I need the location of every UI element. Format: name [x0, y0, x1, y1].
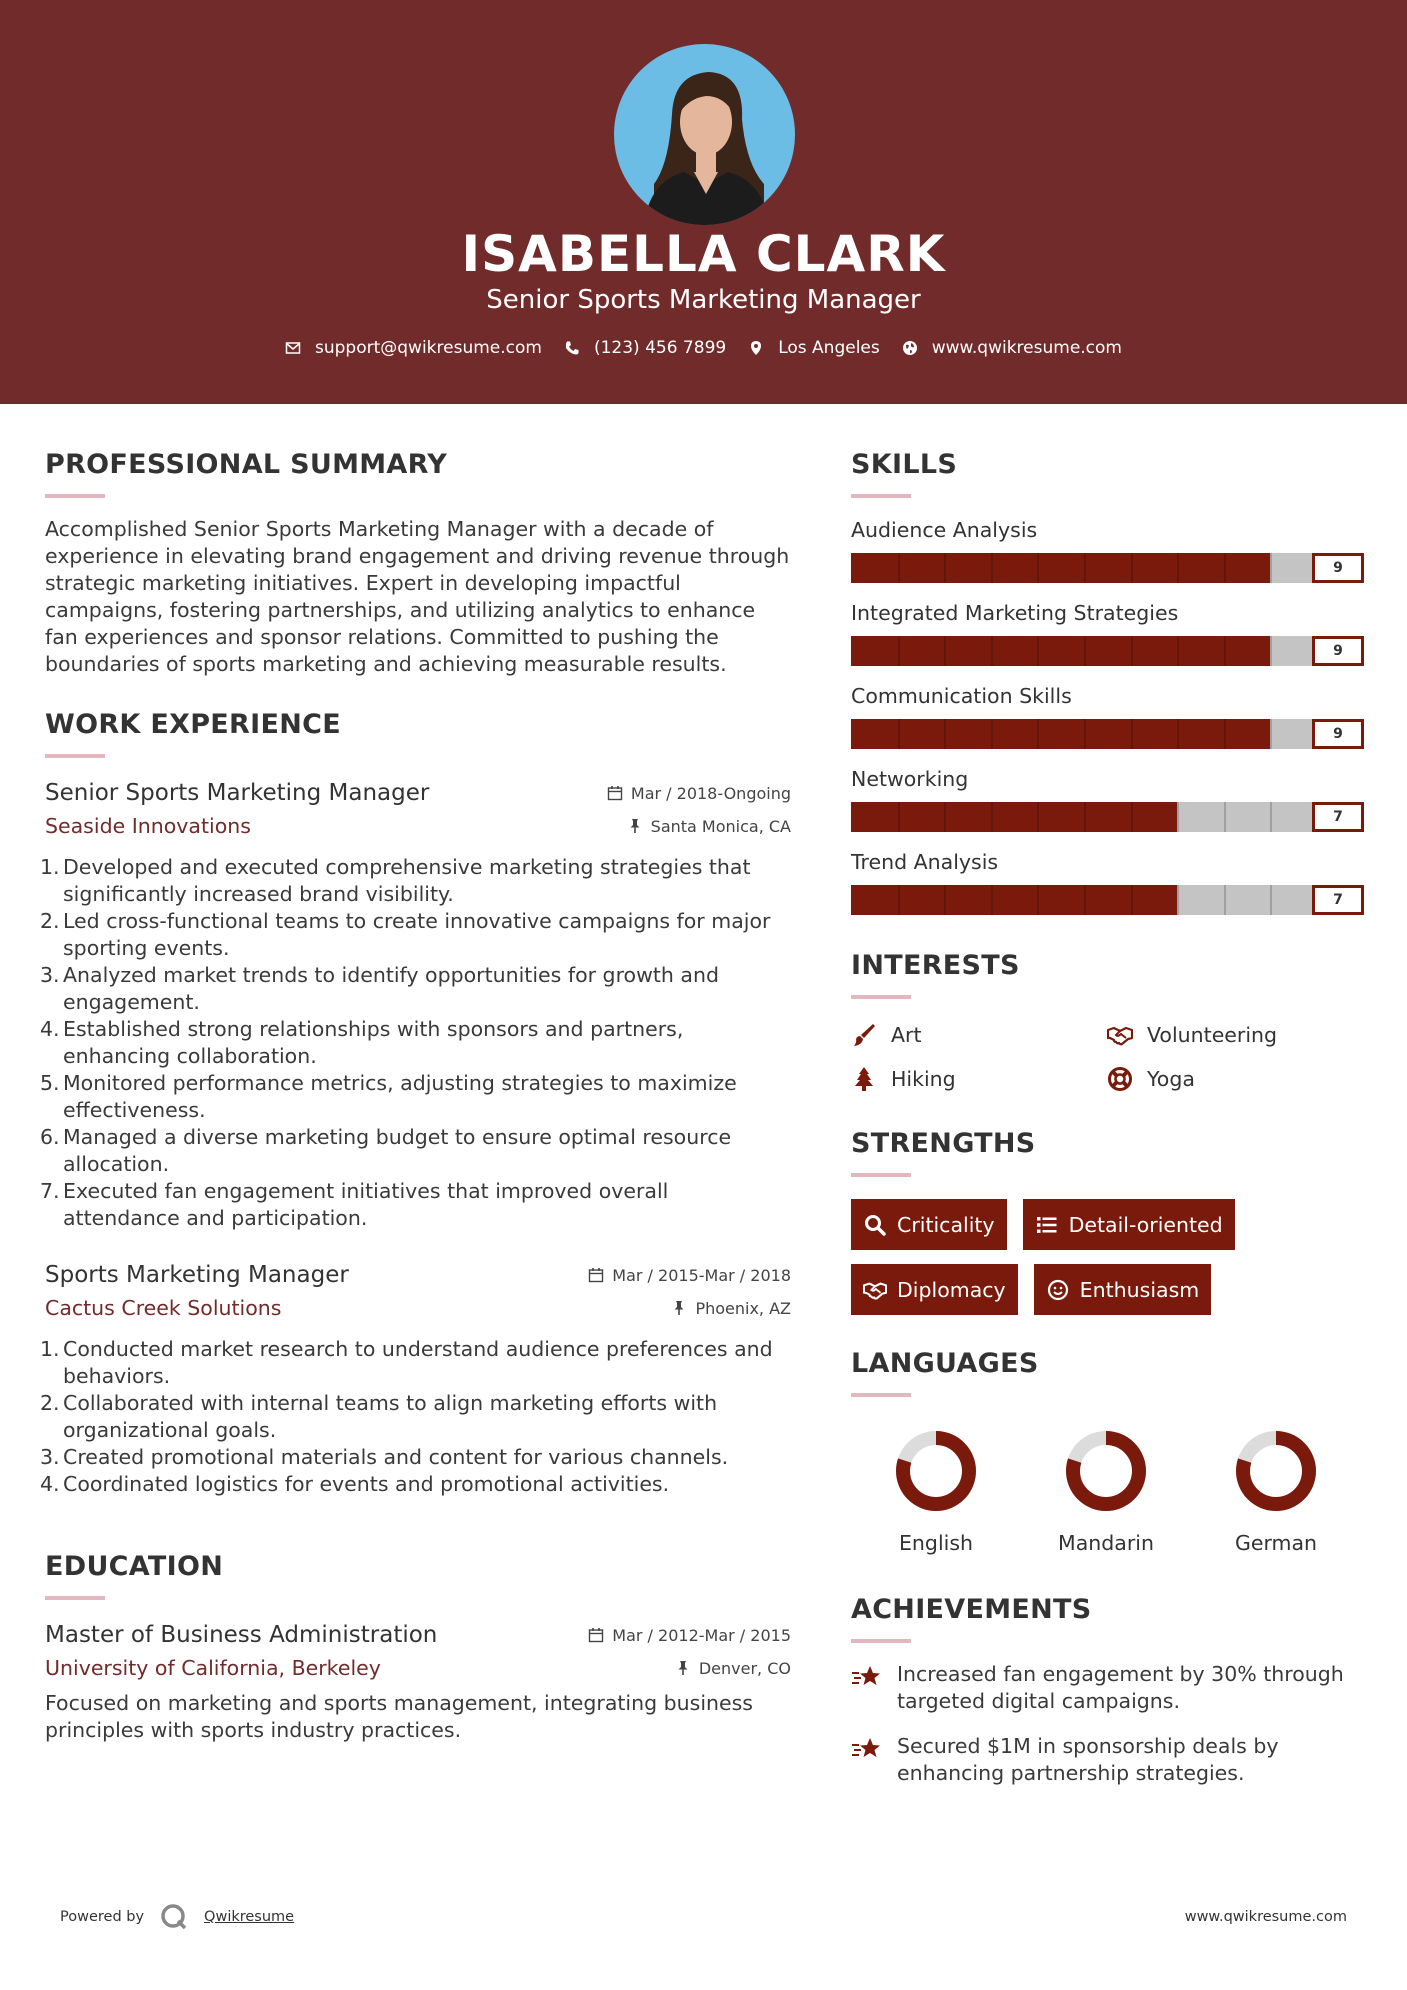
header-banner: [0, 0, 1407, 404]
skill-segment-divider: [1131, 636, 1133, 666]
contact-phone[interactable]: [564, 336, 726, 360]
left-column: [40, 448, 791, 1744]
calendar-icon: [588, 1267, 604, 1283]
skills-list: [851, 516, 1371, 915]
skill-name: Audience Analysis: [851, 518, 1038, 542]
interest-hiking: Hiking: [851, 1065, 1107, 1093]
list-item: 1. Conducted market research to understand audience preferences and behaviors.: [40, 1337, 773, 1388]
skill-segment-divider: [1270, 553, 1272, 583]
skill-segment-divider: [1177, 719, 1179, 749]
skill-segment-divider: [898, 636, 900, 666]
skill-level-badge: 7: [1312, 802, 1364, 832]
skill-track: [851, 802, 1317, 832]
skills-heading: SKILLS: [851, 449, 958, 480]
education-location: [675, 1659, 791, 1678]
heading-underline: [45, 754, 105, 758]
skill-segment-divider: [944, 636, 946, 666]
skill-name: Communication Skills: [851, 684, 1072, 708]
list-item: 6. Managed a diverse marketing budget to ensure optimal resource allocation.: [40, 1125, 732, 1176]
lifebuoy-icon: [1107, 1066, 1133, 1092]
skill-segment-divider: [1270, 802, 1272, 832]
heading-underline: [45, 1596, 105, 1600]
job-date-text: Mar / 2015-Mar / 2018: [612, 1265, 791, 1285]
skill-segment-divider: [1177, 636, 1179, 666]
strength-tag: Detail-oriented: [1023, 1199, 1235, 1250]
achievements-heading: ACHIEVEMENTS: [851, 1594, 1092, 1625]
skill-item: [851, 516, 1371, 583]
strength-tag: Diplomacy: [851, 1264, 1018, 1315]
skill-meter: [851, 885, 1371, 915]
star-trophy-icon: [851, 1733, 883, 1787]
skill-segment-divider: [1084, 802, 1086, 832]
strength-tag: Criticality: [851, 1199, 1007, 1250]
skill-name: Integrated Marketing Strategies: [851, 601, 1179, 625]
strengths-section: [851, 1127, 1371, 1315]
skill-fill: [851, 885, 1177, 915]
interests-heading: INTERESTS: [851, 950, 1020, 981]
skill-fill: [851, 636, 1270, 666]
pushpin-icon: [671, 1300, 687, 1316]
skill-item: [851, 682, 1371, 749]
education-date: [588, 1626, 791, 1645]
globe-icon: [902, 340, 918, 356]
languages-list: [851, 1427, 1371, 1557]
skill-segment-divider: [1037, 636, 1039, 666]
paintbrush-icon: [851, 1022, 877, 1048]
skill-meter: [851, 636, 1371, 666]
interest-yoga: Yoga: [1107, 1065, 1363, 1093]
language-item: [1021, 1427, 1191, 1557]
skill-segment-divider: [944, 719, 946, 749]
interests-section: [851, 949, 1371, 1093]
list-item: 3. Created promotional materials and content for various channels.: [40, 1445, 729, 1469]
summary-heading: PROFESSIONAL SUMMARY: [45, 449, 448, 480]
skill-meter: [851, 719, 1371, 749]
contact-website-text: www.qwikresume.com: [931, 338, 1122, 358]
list-item: 7. Executed fan engagement initiatives that improved overall attendance and participation.: [40, 1179, 669, 1230]
language-item: [1191, 1427, 1361, 1557]
job-date-text: Mar / 2018-Ongoing: [630, 783, 791, 803]
list-item: 1. Developed and executed comprehensive marketing strategies that significantly increased brand visibility.: [40, 855, 751, 906]
languages-heading: LANGUAGES: [851, 1348, 1039, 1379]
skill-segment-divider: [991, 719, 993, 749]
pushpin-icon: [627, 818, 643, 834]
skill-name: Networking: [851, 767, 969, 791]
envelope-icon: [285, 340, 301, 356]
skill-track: [851, 885, 1317, 915]
tree-icon: [851, 1066, 877, 1092]
qwikresume-logo-icon: [160, 1903, 188, 1931]
right-column: [851, 448, 1371, 1787]
skill-level-badge: 7: [1312, 885, 1364, 915]
skill-fill: [851, 553, 1270, 583]
list-item: 4. Established strong relationships with sponsors and partners, enhancing collaboration.: [40, 1017, 684, 1068]
footer-website-link[interactable]: www.qwikresume.com: [1184, 1909, 1347, 1925]
skill-segment-divider: [1224, 885, 1226, 915]
handshake-icon: [863, 1278, 887, 1302]
achievement-item: Secured $1M in sponsorship deals by enhancing partnership strategies.: [851, 1733, 1371, 1787]
contact-website[interactable]: [902, 336, 1122, 360]
education-section: [45, 1550, 791, 1744]
job-date: [588, 1266, 791, 1285]
contact-bar: [0, 336, 1407, 360]
strength-tag: Enthusiasm: [1034, 1264, 1212, 1315]
skill-segment-divider: [1131, 719, 1133, 749]
skill-segment-divider: [944, 553, 946, 583]
smile-icon: [1046, 1278, 1070, 1302]
list-item: 3. Analyzed market trends to identify opportunities for growth and engagement.: [40, 963, 719, 1014]
pushpin-icon: [675, 1660, 691, 1676]
handshake-icon: [1107, 1022, 1133, 1048]
skill-segment-divider: [991, 636, 993, 666]
brand-link[interactable]: Qwikresume: [204, 1909, 295, 1925]
strengths-heading: STRENGTHS: [851, 1128, 1036, 1159]
list-item: 2. Collaborated with internal teams to align marketing efforts with organizational goals.: [40, 1391, 718, 1442]
skill-segment-divider: [1131, 553, 1133, 583]
calendar-icon: [588, 1627, 604, 1643]
heading-underline: [45, 494, 105, 498]
contact-email-text: support@qwikresume.com: [315, 338, 542, 358]
work-heading: WORK EXPERIENCE: [45, 709, 341, 740]
skill-fill: [851, 719, 1270, 749]
interest-art: Art: [851, 1021, 1107, 1049]
skill-segment-divider: [1177, 802, 1179, 832]
footer: [0, 1895, 1407, 1935]
education-text: Focused on marketing and sports management, integrating business principles with sports industry practices.: [45, 1691, 753, 1742]
work-section: [40, 708, 791, 1498]
skill-segment-divider: [1084, 719, 1086, 749]
interests-list: [851, 1021, 1371, 1093]
skill-segment-divider: [944, 885, 946, 915]
heading-underline: [851, 494, 911, 498]
skill-track: [851, 636, 1317, 666]
list-icon: [1035, 1213, 1059, 1237]
skill-meter: [851, 802, 1371, 832]
skills-section: [851, 448, 1371, 915]
skill-segment-divider: [991, 802, 993, 832]
skill-segment-divider: [1037, 885, 1039, 915]
summary-text: Accomplished Senior Sports Marketing Manager with a decade of experience in elevating brand engagement and driving revenue through strategic marketing initiatives. Expert in developing impactful campaigns, fostering partnerships, and utilizing analytics to enhance fan experiences and sponsor relations. Committed to pushing the boundaries of sports marketing and achieving measurable results.: [45, 517, 790, 676]
job-entry: [40, 1260, 791, 1498]
job-entry: [40, 778, 791, 1232]
skill-track: [851, 553, 1317, 583]
skill-item: [851, 848, 1371, 915]
heading-underline: [851, 1639, 911, 1643]
school-name: University of California, Berkeley: [45, 1656, 381, 1680]
skill-segment-divider: [1224, 636, 1226, 666]
job-location: [671, 1299, 791, 1318]
skill-item: [851, 599, 1371, 666]
skill-segment-divider: [1037, 802, 1039, 832]
star-trophy-icon: [851, 1661, 883, 1715]
skill-segment-divider: [1270, 719, 1272, 749]
job-location-text: Santa Monica, CA: [650, 816, 791, 836]
list-item: 4. Coordinated logistics for events and promotional activities.: [40, 1472, 670, 1496]
job-location: [627, 817, 791, 836]
powered-by-text: Powered by: [60, 1909, 145, 1925]
education-heading: EDUCATION: [45, 1551, 224, 1582]
list-item: 2. Led cross-functional teams to create innovative campaigns for major sporting events.: [40, 909, 771, 960]
skill-segment-divider: [898, 553, 900, 583]
profile-photo: [614, 44, 795, 225]
skill-segment-divider: [1037, 553, 1039, 583]
skill-segment-divider: [991, 553, 993, 583]
languages-section: [851, 1347, 1371, 1557]
contact-location-text: Los Angeles: [778, 338, 880, 358]
company-name: Seaside Innovations: [45, 814, 251, 838]
job-date: [607, 784, 791, 803]
heading-underline: [851, 995, 911, 999]
language-donut: [1062, 1427, 1150, 1515]
skill-level-badge: 9: [1312, 719, 1364, 749]
job-location-text: Phoenix, AZ: [695, 1298, 791, 1318]
contact-phone-text: (123) 456 7899: [593, 338, 727, 358]
summary-section: [45, 448, 791, 678]
skill-segment-divider: [898, 885, 900, 915]
skill-segment-divider: [898, 802, 900, 832]
location-pin-icon: [748, 340, 764, 356]
achievements-section: [851, 1593, 1371, 1787]
contact-email[interactable]: [285, 336, 542, 360]
skill-segment-divider: [944, 802, 946, 832]
skill-segment-divider: [1084, 885, 1086, 915]
search-icon: [863, 1213, 887, 1237]
language-donut: [892, 1427, 980, 1515]
job-title: Sports Marketing Manager: [45, 1262, 349, 1288]
calendar-icon: [607, 785, 623, 801]
skill-level-badge: 9: [1312, 553, 1364, 583]
language-name: Mandarin: [1058, 1531, 1154, 1555]
phone-icon: [564, 340, 580, 356]
skill-item: [851, 765, 1371, 832]
powered-by: [60, 1903, 294, 1931]
language-name: German: [1234, 1531, 1318, 1555]
language-item: [851, 1427, 1021, 1557]
language-donut: [1232, 1427, 1320, 1515]
interest-volunteering: Volunteering: [1107, 1021, 1363, 1049]
skill-segment-divider: [1037, 719, 1039, 749]
job-title: Senior Sports Marketing Manager: [45, 780, 430, 806]
skill-segment-divider: [991, 885, 993, 915]
skill-segment-divider: [1270, 636, 1272, 666]
skill-fill: [851, 802, 1177, 832]
achievement-item: Increased fan engagement by 30% through targeted digital campaigns.: [851, 1661, 1371, 1715]
skill-segment-divider: [1224, 719, 1226, 749]
skill-segment-divider: [1224, 553, 1226, 583]
list-item: 5. Monitored performance metrics, adjusting strategies to maximize effectiveness.: [40, 1071, 737, 1122]
company-name: Cactus Creek Solutions: [45, 1296, 282, 1320]
skill-segment-divider: [1224, 802, 1226, 832]
skill-segment-divider: [1084, 553, 1086, 583]
language-name: English: [898, 1531, 974, 1555]
candidate-title: Senior Sports Marketing Manager: [486, 285, 921, 315]
skill-segment-divider: [1131, 885, 1133, 915]
degree-title: Master of Business Administration: [45, 1622, 438, 1648]
skill-segment-divider: [898, 719, 900, 749]
skill-level-badge: 9: [1312, 636, 1364, 666]
skill-segment-divider: [1084, 636, 1086, 666]
skill-meter: [851, 553, 1371, 583]
skill-segment-divider: [1270, 885, 1272, 915]
education-date-text: Mar / 2012-Mar / 2015: [612, 1625, 791, 1645]
skill-segment-divider: [1131, 802, 1133, 832]
skill-segment-divider: [1177, 553, 1179, 583]
strengths-list: [851, 1199, 1371, 1315]
education-location-text: Denver, CO: [698, 1658, 791, 1678]
skill-track: [851, 719, 1317, 749]
skill-segment-divider: [1177, 885, 1179, 915]
job-bullets: [40, 854, 791, 1232]
candidate-name: ISABELLA CLARK: [461, 225, 946, 283]
heading-underline: [851, 1173, 911, 1177]
contact-location: [748, 336, 880, 360]
heading-underline: [851, 1393, 911, 1397]
skill-name: Trend Analysis: [851, 850, 999, 874]
job-bullets: [40, 1336, 791, 1498]
